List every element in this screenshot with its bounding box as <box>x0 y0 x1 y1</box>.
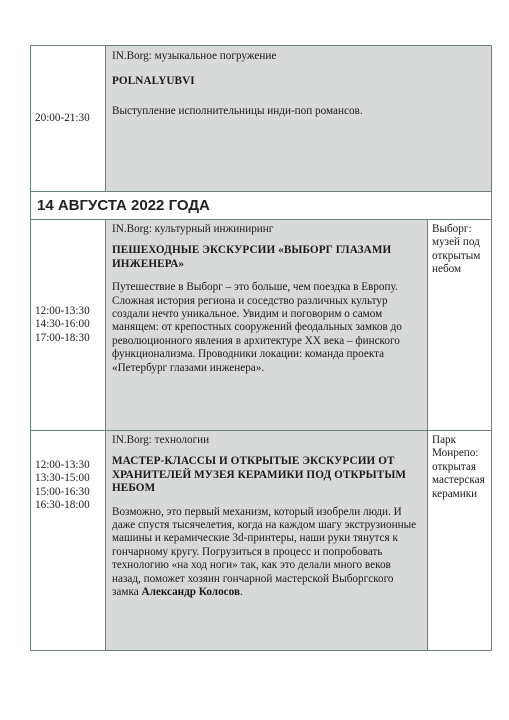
event-time: 14:30-16:00 <box>35 318 90 331</box>
event-description: Путешествие в Выборг – это больше, чем поездка в Европу. Сложная история региона и соседство различных культур создали нечто уникальное. Увидим и поговорим о самом манящем: от крепостных сооружений феодальных замков до революционного явления в архитектуре XX века – финского функционализма. Проводники локации: команда проекта «Петербург глазами инженера». <box>112 281 402 374</box>
table-row <box>31 431 492 651</box>
event-category: IN.Borg: культурный инжиниринг <box>112 223 274 235</box>
event-category: IN.Borg: музыкальное погружение <box>112 50 277 62</box>
event-location: Выборг: музей под открытым небом <box>432 223 481 276</box>
event-description-end: . <box>240 586 243 599</box>
event-time-cell <box>31 46 106 192</box>
event-title: МАСТЕР-КЛАССЫ И ОТКРЫТЫЕ ЭКСКУРСИИ ОТ ХРАНИТЕЛЕЙ МУЗЕЯ КЕРАМИКИ ПОД ОТКРЫТЫМ НЕБОМ <box>112 455 407 495</box>
event-time-cell <box>31 220 106 431</box>
event-host: Александр Колосов <box>141 586 241 599</box>
schedule-table <box>30 45 492 651</box>
event-location-cell <box>428 220 492 431</box>
event-location-cell <box>428 431 492 651</box>
event-location: Парк Монрепо: открытая мастерская керамики <box>432 434 485 500</box>
event-time-cell <box>31 431 106 651</box>
event-title: POLNALYUBVI <box>112 75 195 88</box>
event-description <box>112 506 421 600</box>
event-time: 15:00-16:30 <box>35 485 90 498</box>
event-time: 13:30-15:00 <box>35 472 90 485</box>
event-time: 16:30-18:00 <box>35 499 90 512</box>
event-time: 20:00-21:30 <box>35 111 90 124</box>
table-row <box>31 220 492 431</box>
event-description-text: Возможно, это первый механизм, который изобрели люди. И даже спустя тысячелетия, когда на каждом шагу экструзионные машины и керамические 3d-принтеры, наши руки тянутся к гончарному кругу. Погрузиться в процесс и попробовать технологию «на ход ноги» так, как это делали много веков назад, поможет хозяин гончарной мастерской Выборгского замка <box>112 505 417 599</box>
day-header-row <box>31 192 492 220</box>
event-time: 12:00-13:30 <box>35 304 90 317</box>
event-time: 12:00-13:30 <box>35 459 90 471</box>
event-body-cell <box>106 46 492 192</box>
event-body-cell <box>106 220 428 431</box>
day-header-cell <box>31 192 492 220</box>
event-category: IN.Borg: технологии <box>112 434 210 446</box>
table-row <box>31 46 492 192</box>
event-body-cell <box>106 431 428 651</box>
event-title: ПЕШЕХОДНЫЕ ЭКСКУРСИИ «ВЫБОРГ ГЛАЗАМИ ИНЖЕНЕРА» <box>112 244 392 270</box>
day-header: 14 АВГУСТА 2022 ГОДА <box>37 197 210 214</box>
event-description: Выступление исполнительницы инди-поп романсов. <box>112 104 363 117</box>
event-time: 17:00-18:30 <box>35 331 90 344</box>
